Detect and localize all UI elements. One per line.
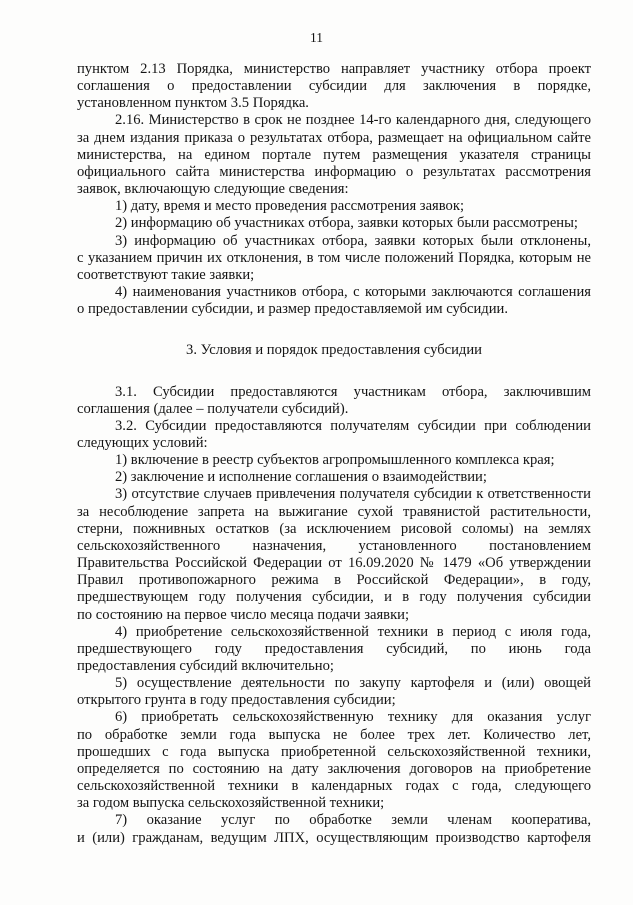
text-line: соглашения (далее – получатели субсидий). <box>77 400 349 417</box>
text-line: 5) осуществление деятельности по закупу картофеля и (или) овощей <box>115 675 591 692</box>
text-line: 2) информацию об участниках отбора, заявки которых были рассмотрены; <box>115 215 578 232</box>
text-line: открытого грунта в году предоставления субсидии; <box>77 692 396 709</box>
text-line: следующих условий: <box>77 434 208 451</box>
paragraph <box>77 384 591 418</box>
list-item <box>77 198 591 215</box>
text-line: заявок, включающую следующие сведения: <box>77 181 349 198</box>
text-line: Правительства Российской Федерации от 16.09.2020 № 1479 «Об утверждении <box>77 555 591 572</box>
section-heading: 3. Условия и порядок предоставления субсидии <box>186 342 482 359</box>
text-line: Правил противопожарного режима в Российской Федерации», в году, <box>77 572 591 589</box>
text-line: соглашения о предоставлении субсидии для заключения в порядке, <box>77 78 591 95</box>
text-line: 1) дату, время и место проведения рассмотрения заявок; <box>115 198 464 215</box>
list-item <box>77 812 591 846</box>
text-line: стерни, пожнивных остатков (за исключением рисовой соломы) на землях <box>77 520 591 537</box>
text-line: 3) информацию об участниках отбора, заявки которых были отклонены, <box>115 232 591 249</box>
list-item <box>77 709 591 812</box>
text-line: соответствуют такие заявки; <box>77 266 255 283</box>
text-line: определяется по состоянию на дату заключения договоров на приобретение <box>77 760 591 777</box>
text-line: 2) заключение и исполнение соглашения о взаимодействии; <box>115 469 487 486</box>
list-item <box>77 233 591 284</box>
text-line: 3) отсутствие случаев привлечения получателя субсидии к ответственности <box>115 486 591 503</box>
text-line: министерства, на едином портале путем размещения указателя страницы <box>77 146 591 163</box>
text-line: за несоблюдение запрета на выжигание сухой травянистой растительности, <box>77 503 591 520</box>
paragraph <box>77 112 591 198</box>
text-line: с указанием причин их отклонения, в том числе положений Порядка, которым не <box>77 249 591 266</box>
text-line: по состоянию на первое число месяца подачи заявки; <box>77 606 410 623</box>
paragraph <box>77 61 591 112</box>
text-line: официального сайта министерства информацию о результатах рассмотрения <box>77 163 591 180</box>
text-line: 4) приобретение сельскохозяйственной техники в период с июля года, <box>115 623 591 640</box>
text-line: 1) включение в реестр субъектов агропромышленного комплекса края; <box>115 452 555 469</box>
text-line: пунктом 2.13 Порядка, министерство направляет участнику отбора проект <box>77 61 591 77</box>
list-item <box>77 215 591 232</box>
list-item <box>77 624 591 675</box>
text-line: установленном пунктом 3.5 Порядка. <box>77 95 309 112</box>
list-item <box>77 469 591 486</box>
text-line: 3.1. Субсидии предоставляются участникам отбора, заключившим <box>115 383 591 400</box>
list-item <box>77 486 591 623</box>
text-line: и (или) гражданам, ведущим ЛПХ, осуществляющим производство картофеля <box>77 829 591 846</box>
text-line: сельскохозяйственной техники в календарных годах с года, следующего <box>77 778 591 795</box>
text-line: предшествующего году предоставления субсидий, по июнь года <box>77 640 591 657</box>
page-body <box>77 61 591 847</box>
text-line: 4) наименования участников отбора, с которыми заключаются соглашения <box>115 284 591 301</box>
text-line: 3.2. Субсидии предоставляются получателям субсидии при соблюдении <box>115 417 591 434</box>
text-line: 2.16. Министерство в срок не позднее 14-го календарного дня, следующего <box>115 112 591 129</box>
text-line: за годом выпуска сельскохозяйственной техники; <box>77 795 385 812</box>
list-item <box>77 452 591 469</box>
text-line: 6) приобретать сельскохозяйственную технику для оказания услуг <box>115 709 591 726</box>
text-line: по обработке земли года выпуска не более трех лет. Количество лет, <box>77 726 591 743</box>
paragraph <box>77 418 591 452</box>
text-line: прошедших с года выпуска приобретенной сельскохозяйственной техники, <box>77 743 591 760</box>
text-line: сельскохозяйственного назначения, установленного постановлением <box>77 537 591 554</box>
list-item <box>77 284 591 318</box>
text-line: за днем издания приказа о результатах отбора, размещает на официальном сайте <box>77 129 591 146</box>
text-line: 7) оказание услуг по обработке земли членам кооператива, <box>115 812 591 829</box>
text-line: предшествующем году получения субсидии, и в году получения субсидии <box>77 589 591 606</box>
page-number: 11 <box>310 30 323 45</box>
list-item <box>77 675 591 709</box>
text-line: предоставления субсидий включительно; <box>77 658 334 674</box>
text-line: о предоставлении субсидии, и размер предоставляемой им субсидии. <box>77 301 508 318</box>
